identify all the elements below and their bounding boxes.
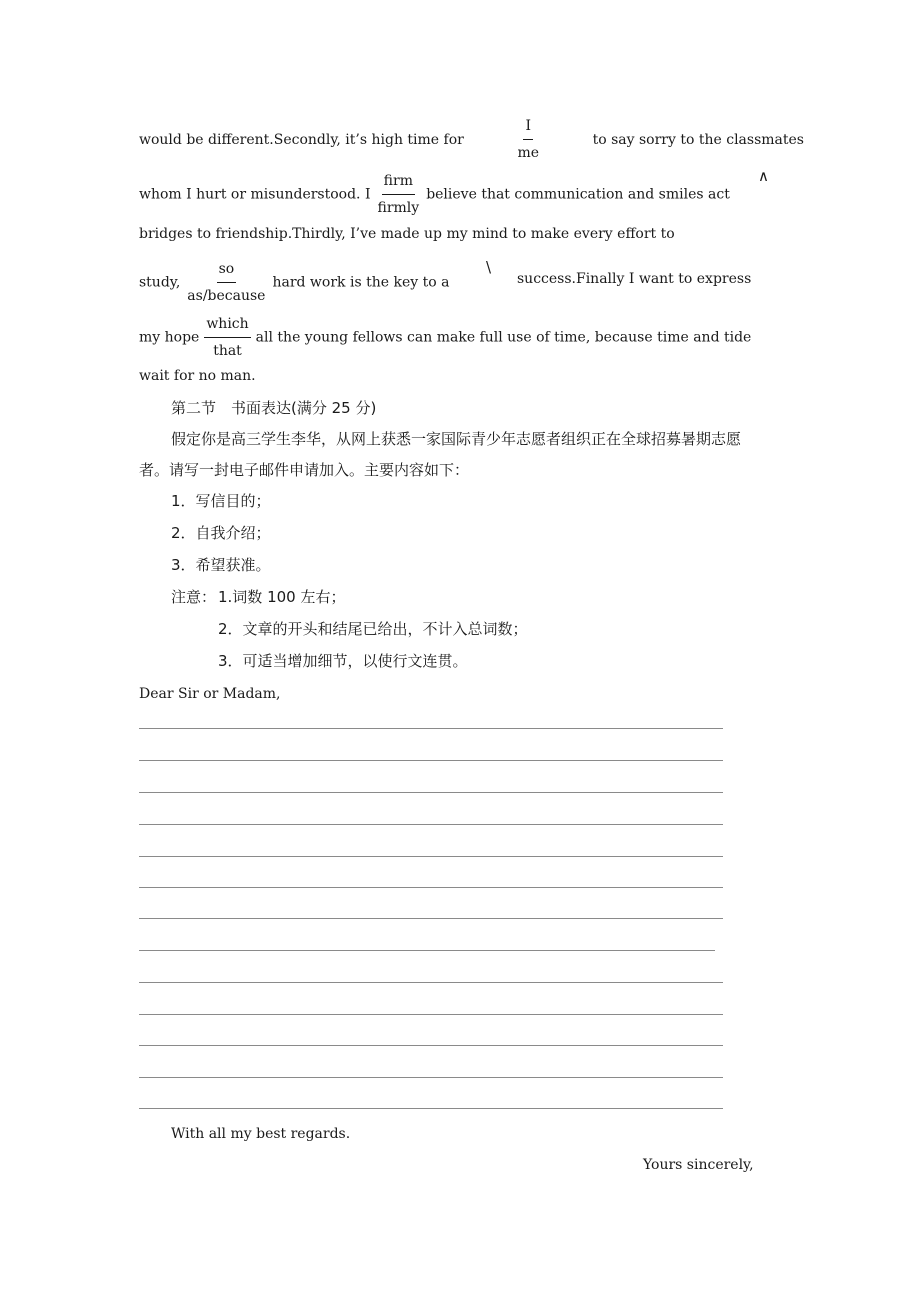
passage-line-1 — [139, 116, 804, 163]
writing-line — [139, 918, 723, 919]
passage-text: all the young fellows can make full use of time, because time and tide — [255, 329, 752, 346]
writing-line — [139, 1045, 723, 1046]
passage-text: hard work is the key to a — [272, 274, 450, 291]
notes-label: 注意： — [171, 588, 217, 606]
passage-line-6 — [139, 366, 256, 386]
passage-line-4 — [139, 259, 449, 306]
letter-signoff: Yours sincerely, — [643, 1157, 754, 1173]
content-item: 3．希望获准。 — [171, 556, 271, 574]
content-item: 1．写信目的； — [171, 492, 271, 510]
writing-line — [139, 887, 723, 888]
correction-fraction — [375, 171, 421, 218]
insert-mark: ∧ — [758, 167, 769, 185]
note-item: 1.词数 100 左右； — [218, 588, 346, 606]
prompt-text: 假定你是高三学生李华，从网上获悉一家国际青少年志愿者组织正在全球招募暑期志愿 — [171, 430, 742, 448]
writing-line — [139, 824, 723, 825]
passage-line-3 — [139, 224, 781, 244]
correction-replacement: firmly — [377, 200, 420, 216]
delete-mark: \ — [486, 258, 492, 276]
prompt-text: 者。请写一封电子邮件申请加入。主要内容如下： — [139, 461, 470, 479]
correction-fraction — [204, 314, 250, 361]
writing-line — [139, 760, 723, 761]
correction-replacement: me — [517, 145, 539, 161]
letter-salutation: Dear Sir or Madam, — [139, 686, 281, 702]
writing-line — [139, 1108, 723, 1109]
passage-text: bridges to friendship.Thirdly, I’ve made up my mind to make every effort to — [139, 226, 675, 242]
note-item: 3．可适当增加细节，以使行文连贯。 — [218, 652, 468, 670]
passage-line-5 — [139, 314, 751, 361]
writing-line — [139, 982, 723, 983]
content-item: 2．自我介绍； — [171, 524, 271, 542]
letter-closing: With all my best regards. — [171, 1126, 351, 1142]
passage-text: study, — [139, 274, 181, 291]
writing-line — [139, 728, 723, 729]
correction-replacement: as/because — [187, 288, 266, 304]
passage-text: whom I hurt or misunderstood. I — [139, 186, 371, 203]
correction-original: so — [217, 259, 237, 283]
writing-line — [139, 856, 723, 857]
correction-original: firm — [382, 171, 415, 195]
correction-fraction — [185, 259, 267, 306]
passage-line-2 — [139, 171, 730, 218]
correction-original: I — [523, 116, 533, 140]
writing-line — [139, 792, 723, 793]
passage-text: would be different.Secondly, it’s high time for — [139, 131, 464, 148]
correction-original: which — [204, 314, 250, 338]
passage-text: my hope — [139, 329, 200, 346]
writing-line — [139, 1077, 723, 1078]
correction-replacement: that — [213, 343, 242, 359]
passage-text: believe that communication and smiles act — [426, 186, 730, 203]
passage-text: success.Finally I want to express — [517, 271, 752, 287]
writing-line — [139, 950, 715, 951]
writing-line — [139, 1014, 723, 1015]
passage-text: to say sorry to the classmates — [592, 131, 804, 148]
correction-fraction — [515, 116, 541, 163]
section-heading: 第二节 书面表达(满分 25 分) — [171, 399, 377, 417]
passage-text: wait for no man. — [139, 368, 256, 384]
note-item: 2．文章的开头和结尾已给出，不计入总词数； — [218, 620, 528, 638]
